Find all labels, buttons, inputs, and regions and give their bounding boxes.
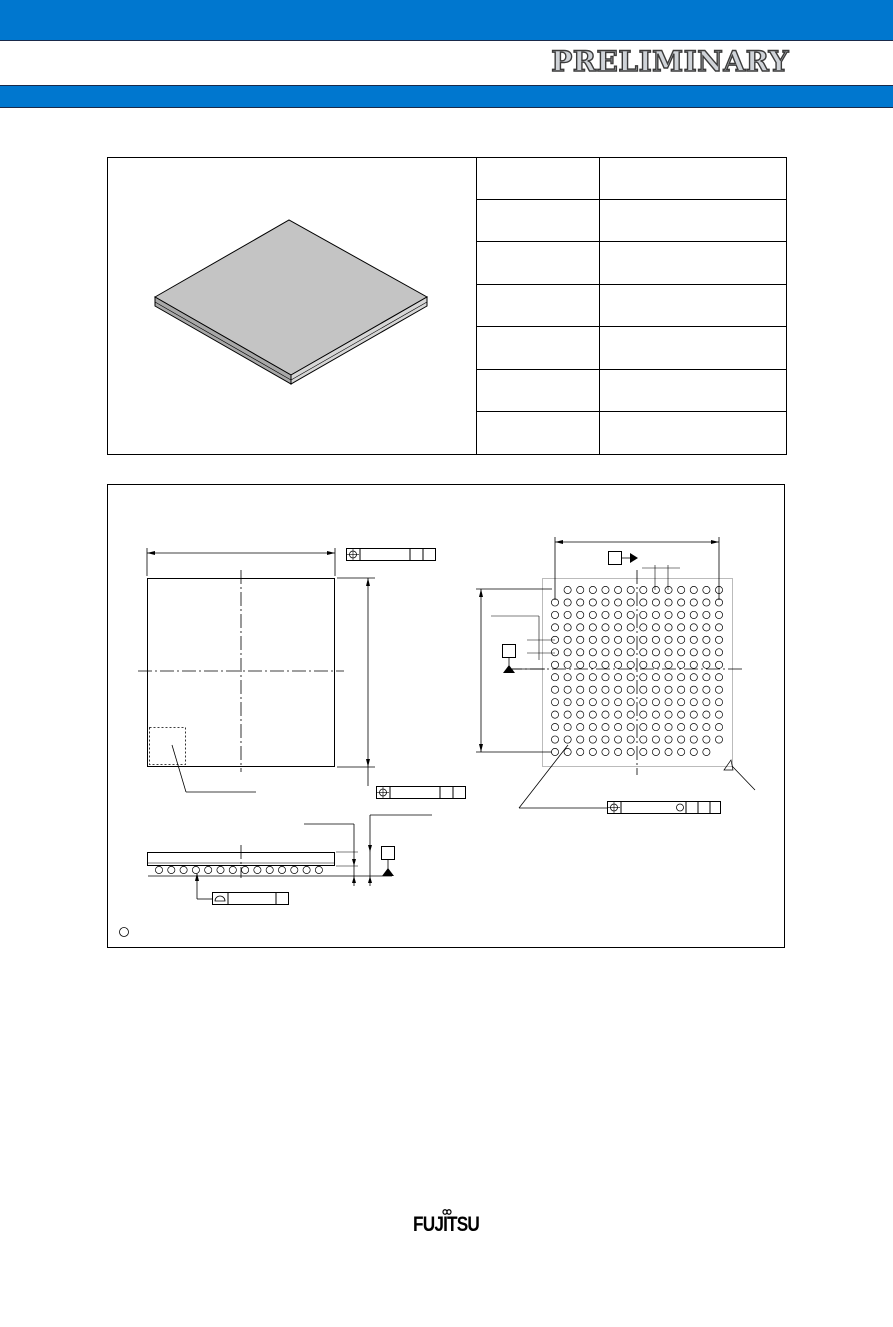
solder-ball bbox=[564, 599, 571, 606]
solder-ball bbox=[602, 649, 609, 656]
solder-ball bbox=[577, 686, 584, 693]
solder-ball bbox=[627, 599, 634, 606]
solder-ball bbox=[715, 611, 722, 618]
solder-ball bbox=[690, 586, 697, 593]
solder-ball bbox=[665, 624, 672, 631]
solder-ball bbox=[551, 674, 558, 681]
solder-ball bbox=[589, 674, 596, 681]
solder-ball bbox=[564, 748, 571, 755]
solder-ball bbox=[602, 611, 609, 618]
solder-ball bbox=[589, 586, 596, 593]
solder-ball bbox=[652, 624, 659, 631]
solder-ball bbox=[627, 649, 634, 656]
solder-ball bbox=[690, 699, 697, 706]
solder-ball bbox=[652, 723, 659, 730]
solder-ball bbox=[652, 611, 659, 618]
side-solder-ball bbox=[217, 866, 224, 873]
solder-ball bbox=[640, 748, 647, 755]
solder-ball bbox=[602, 748, 609, 755]
solder-ball bbox=[652, 586, 659, 593]
solder-ball bbox=[551, 686, 558, 693]
solder-ball bbox=[678, 723, 685, 730]
solder-ball bbox=[665, 586, 672, 593]
top-view bbox=[138, 548, 466, 799]
solder-ball bbox=[551, 649, 558, 656]
solder-ball bbox=[665, 686, 672, 693]
bottom-view bbox=[476, 537, 755, 814]
solder-ball bbox=[640, 736, 647, 743]
solder-ball bbox=[678, 599, 685, 606]
solder-ball bbox=[627, 723, 634, 730]
solder-ball bbox=[589, 661, 596, 668]
solder-ball bbox=[589, 711, 596, 718]
solder-ball bbox=[577, 661, 584, 668]
solder-ball bbox=[614, 723, 621, 730]
solder-ball bbox=[640, 674, 647, 681]
solder-ball bbox=[640, 649, 647, 656]
solder-ball bbox=[614, 686, 621, 693]
solder-ball bbox=[703, 711, 710, 718]
solder-ball bbox=[678, 649, 685, 656]
solder-ball bbox=[551, 611, 558, 618]
solder-ball bbox=[690, 674, 697, 681]
solder-ball bbox=[627, 711, 634, 718]
solder-ball bbox=[564, 699, 571, 706]
solder-ball bbox=[640, 686, 647, 693]
side-solder-ball bbox=[192, 866, 199, 873]
solder-ball bbox=[577, 599, 584, 606]
solder-ball bbox=[577, 586, 584, 593]
side-solder-ball bbox=[291, 866, 298, 873]
solder-ball bbox=[665, 674, 672, 681]
solder-ball bbox=[652, 599, 659, 606]
solder-ball bbox=[665, 736, 672, 743]
solder-ball bbox=[627, 699, 634, 706]
solder-ball bbox=[614, 636, 621, 643]
solder-ball bbox=[614, 736, 621, 743]
solder-ball bbox=[627, 686, 634, 693]
solder-ball bbox=[715, 636, 722, 643]
solder-ball bbox=[690, 599, 697, 606]
solder-ball bbox=[614, 611, 621, 618]
solder-ball bbox=[703, 723, 710, 730]
solder-ball bbox=[652, 699, 659, 706]
side-solder-ball bbox=[229, 866, 236, 873]
solder-ball bbox=[577, 711, 584, 718]
solder-ball bbox=[589, 748, 596, 755]
side-view bbox=[147, 815, 432, 905]
solder-ball bbox=[690, 711, 697, 718]
solder-ball bbox=[678, 624, 685, 631]
solder-ball bbox=[652, 748, 659, 755]
solder-ball bbox=[551, 748, 558, 755]
solder-ball bbox=[564, 686, 571, 693]
solder-ball bbox=[589, 686, 596, 693]
solder-ball bbox=[715, 736, 722, 743]
solder-ball bbox=[690, 611, 697, 618]
solder-ball bbox=[564, 624, 571, 631]
solder-ball bbox=[665, 748, 672, 755]
solder-ball bbox=[614, 711, 621, 718]
solder-ball bbox=[678, 748, 685, 755]
solder-ball bbox=[614, 699, 621, 706]
solder-ball bbox=[564, 711, 571, 718]
solder-ball bbox=[564, 611, 571, 618]
solder-ball bbox=[614, 661, 621, 668]
solder-ball bbox=[614, 649, 621, 656]
solder-ball bbox=[602, 674, 609, 681]
solder-ball bbox=[690, 723, 697, 730]
solder-ball bbox=[665, 711, 672, 718]
solder-ball bbox=[678, 586, 685, 593]
solder-ball bbox=[703, 736, 710, 743]
side-solder-ball bbox=[242, 866, 249, 873]
solder-ball bbox=[715, 649, 722, 656]
solder-ball bbox=[703, 611, 710, 618]
solder-ball bbox=[602, 686, 609, 693]
solder-ball bbox=[627, 624, 634, 631]
solder-ball bbox=[602, 711, 609, 718]
solder-ball bbox=[665, 661, 672, 668]
solder-ball bbox=[602, 586, 609, 593]
solder-ball bbox=[589, 611, 596, 618]
solder-ball bbox=[690, 736, 697, 743]
solder-ball bbox=[577, 649, 584, 656]
solder-ball bbox=[640, 699, 647, 706]
solder-ball bbox=[715, 699, 722, 706]
solder-ball bbox=[614, 674, 621, 681]
solder-ball bbox=[614, 748, 621, 755]
solder-ball bbox=[589, 599, 596, 606]
solder-ball bbox=[640, 711, 647, 718]
solder-ball bbox=[678, 636, 685, 643]
solder-ball bbox=[577, 636, 584, 643]
preliminary-stamp: PRELIMINARY bbox=[551, 45, 789, 78]
solder-ball bbox=[678, 686, 685, 693]
solder-ball bbox=[564, 636, 571, 643]
solder-ball bbox=[703, 649, 710, 656]
solder-ball bbox=[627, 736, 634, 743]
solder-ball bbox=[665, 723, 672, 730]
solder-ball bbox=[627, 661, 634, 668]
solder-ball bbox=[690, 624, 697, 631]
solder-ball bbox=[640, 624, 647, 631]
solder-ball bbox=[703, 661, 710, 668]
solder-ball bbox=[678, 699, 685, 706]
solder-ball bbox=[665, 636, 672, 643]
solder-ball bbox=[652, 674, 659, 681]
solder-ball bbox=[652, 649, 659, 656]
solder-ball bbox=[577, 674, 584, 681]
solder-ball bbox=[564, 723, 571, 730]
solder-ball bbox=[589, 649, 596, 656]
solder-ball bbox=[715, 661, 722, 668]
solder-ball bbox=[703, 624, 710, 631]
solder-ball bbox=[589, 699, 596, 706]
solder-ball bbox=[678, 736, 685, 743]
solder-ball bbox=[703, 636, 710, 643]
solder-ball bbox=[602, 599, 609, 606]
solder-ball bbox=[551, 699, 558, 706]
solder-ball bbox=[640, 661, 647, 668]
solder-ball bbox=[577, 699, 584, 706]
solder-ball bbox=[652, 636, 659, 643]
solder-ball bbox=[703, 599, 710, 606]
solder-ball bbox=[665, 699, 672, 706]
solder-ball bbox=[602, 624, 609, 631]
solder-ball bbox=[652, 711, 659, 718]
solder-ball bbox=[627, 611, 634, 618]
side-solder-ball bbox=[205, 866, 212, 873]
solder-ball bbox=[715, 674, 722, 681]
fujitsu-logo bbox=[413, 1207, 481, 1237]
solder-ball bbox=[551, 661, 558, 668]
solder-ball bbox=[652, 736, 659, 743]
solder-ball bbox=[602, 699, 609, 706]
solder-ball bbox=[614, 599, 621, 606]
solder-ball bbox=[652, 661, 659, 668]
solder-ball bbox=[589, 723, 596, 730]
solder-ball bbox=[551, 736, 558, 743]
solder-ball bbox=[715, 723, 722, 730]
solder-ball bbox=[627, 674, 634, 681]
solder-ball bbox=[577, 736, 584, 743]
solder-ball bbox=[577, 624, 584, 631]
solder-ball bbox=[665, 611, 672, 618]
solder-ball bbox=[703, 586, 710, 593]
solder-ball bbox=[564, 586, 571, 593]
solder-ball bbox=[703, 699, 710, 706]
side-solder-ball bbox=[155, 866, 162, 873]
solder-ball bbox=[602, 723, 609, 730]
solder-ball bbox=[602, 736, 609, 743]
solder-ball bbox=[564, 736, 571, 743]
side-solder-ball bbox=[315, 866, 322, 873]
solder-ball bbox=[640, 599, 647, 606]
solder-ball bbox=[602, 661, 609, 668]
solder-ball bbox=[715, 686, 722, 693]
solder-ball bbox=[564, 649, 571, 656]
side-solder-ball bbox=[266, 866, 273, 873]
side-solder-ball bbox=[180, 866, 187, 873]
solder-ball bbox=[640, 611, 647, 618]
solder-ball bbox=[678, 611, 685, 618]
solder-ball bbox=[640, 586, 647, 593]
solder-ball bbox=[690, 686, 697, 693]
solder-ball bbox=[665, 649, 672, 656]
package-3d-view bbox=[155, 220, 427, 384]
solder-ball bbox=[715, 711, 722, 718]
solder-ball bbox=[577, 748, 584, 755]
solder-ball bbox=[627, 636, 634, 643]
solder-ball bbox=[703, 748, 710, 755]
solder-ball bbox=[551, 624, 558, 631]
solder-ball bbox=[564, 674, 571, 681]
solder-ball bbox=[589, 624, 596, 631]
solder-ball bbox=[589, 736, 596, 743]
solder-ball bbox=[690, 748, 697, 755]
solder-ball bbox=[678, 674, 685, 681]
circle-icon bbox=[120, 928, 129, 937]
solder-ball bbox=[665, 599, 672, 606]
solder-ball bbox=[564, 661, 571, 668]
solder-ball bbox=[640, 723, 647, 730]
solder-ball bbox=[678, 661, 685, 668]
solder-ball bbox=[577, 611, 584, 618]
solder-ball bbox=[614, 586, 621, 593]
solder-ball bbox=[589, 636, 596, 643]
solder-ball bbox=[577, 723, 584, 730]
solder-ball bbox=[678, 711, 685, 718]
solder-ball bbox=[715, 624, 722, 631]
side-solder-ball bbox=[168, 866, 175, 873]
solder-ball bbox=[551, 711, 558, 718]
solder-ball bbox=[703, 686, 710, 693]
solder-ball bbox=[690, 636, 697, 643]
solder-ball bbox=[690, 661, 697, 668]
solder-ball bbox=[690, 649, 697, 656]
solder-ball bbox=[551, 723, 558, 730]
side-solder-ball bbox=[254, 866, 261, 873]
solder-ball bbox=[652, 686, 659, 693]
side-solder-ball bbox=[303, 866, 310, 873]
solder-ball bbox=[703, 674, 710, 681]
side-solder-ball bbox=[278, 866, 285, 873]
solder-ball bbox=[640, 636, 647, 643]
solder-ball bbox=[627, 748, 634, 755]
solder-ball bbox=[602, 636, 609, 643]
solder-ball bbox=[627, 586, 634, 593]
solder-ball bbox=[614, 624, 621, 631]
logo-text: FUJITSU bbox=[413, 1213, 480, 1236]
